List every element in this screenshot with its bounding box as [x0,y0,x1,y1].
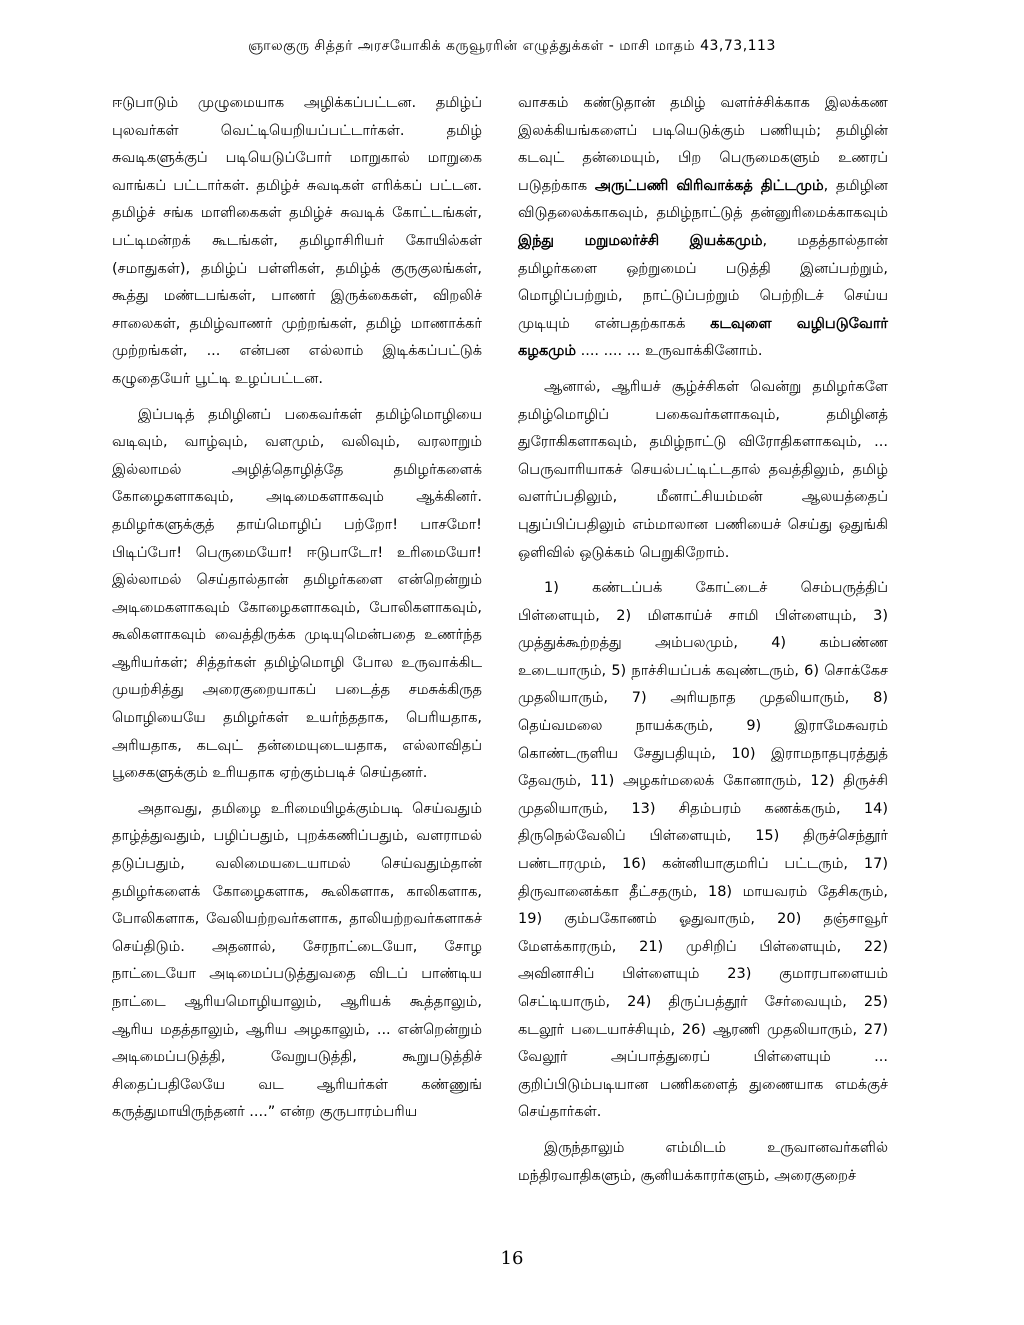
paragraph: 1) கண்டப்பக் கோட்டைச் செம்பருத்திப் பிள்ளையும், 2) மிளகாய்ச் சாமி பிள்ளையும், 3) முத்துக்கூற்றத்து அம்பலமும், 4) கம்பண்ண உடையாரும், 5) நாச்சியப்பக் கவுண்டரும், 6) சொக்கேச முதலியாரும், 7) அரியநாத முதலியாரும், 8) தெய்வமலை நாயக்கரும், 9) இராமேசுவரம் கொண்டருளிய சேதுபதியும், 10) இராமநாதபுரத்துத் தேவரும், 11) அழகர்மலைக் கோனாரும், 12) திருச்சி முதலியாரும், 13) சிதம்பரம் கணக்கரும், 14) திருநெல்வேலிப் பிள்ளையும், 15) திருச்செந்தூர் பண்டாரமும், 16) கன்னியாகுமரிப் பட்டரும், 17) திருவானைக்கா தீட்சதரும், 18) மாயவரம் தேசிகரும், 19) கும்பகோணம் ஓதுவாரும், 20) தஞ்சாவூர் மேளக்காரரும், 21) முசிறிப் பிள்ளையும், 22) அவினாசிப் பிள்ளையும் 23) குமாரபாளையம் செட்டியாரும், 24) திருப்பத்தூர் சேர்வையும், 25) கடலூர் படையாச்சியும், 26) ஆரணி முதலியாரும், 27) வேலூர் அப்பாத்துரைப் பிள்ளையும் ... குறிப்பிடும்படியான பணிகளைத் துணையாக எமக்குச் செய்தார்கள். [518,580,888,1121]
page-number: 16 [500,1248,524,1269]
paragraph: இப்படித் தமிழினப் பகைவர்கள் தமிழ்மொழியை வடிவும், வாழ்வும், வளமும், வலிவும், வரலாறும் இல்லாமல் அழித்தொழித்தே தமிழர்களைக் கோழைகளாகவும், அடிமைகளாகவும் ஆக்கினர். தமிழர்களுக்குத் தாய்மொழிப் பற்றோ! பாசமோ! பிடிப்போ! பெருமையோ! ஈடுபாடோ! உரிமையோ! இல்லாமல் செய்தால்தான் தமிழர்களை என்றென்றும் அடிமைகளாகவும் கோழைகளாகவும், போலிகளாகவும், கூலிகளாகவும் வைத்திருக்க முடியுமென்பதை உணர்ந்த ஆரியர்கள்; சித்தர்கள் தமிழ்மொழி போல உருவாக்கிட முயற்சித்து அரைகுறையாகப் படைத்த சமசுக்கிருத மொழியையே தமிழர்கள் உயர்ந்ததாக, பெரியதாக, அரியதாக, கடவுட் தன்மையுடையதாக, எல்லாவிதப் பூசைகளுக்கும் உரியதாக ஏற்கும்படிச் செய்தனர். [112,406,482,782]
paragraph: ஈடுபாடும் முழுமையாக அழிக்கப்பட்டன. தமிழ்ப் புலவர்கள் வெட்டியெறியப்பட்டார்கள். தமிழ் சுவடிகளுக்குப் படியெடுப்போர் மாறுகால் மாறுகை வாங்கப் பட்டார்கள். தமிழ்ச் சுவடிகள் எரிக்கப் பட்டன. தமிழ்ச் சங்க மாளிகைகள் தமிழ்ச் சுவடிக் கோட்டங்கள், பட்டிமன்றக் கூடங்கள், தமிழாசிரியர் கோயில்கள் (சமாதுகள்), தமிழ்ப் பள்ளிகள், தமிழ்க் குருகுலங்கள், கூத்து மண்டபங்கள், பாணர் இருக்கைகள், விறலிச் சாலைகள், தமிழ்வாணர் முற்றங்கள், தமிழ் மாணாக்கர் முற்றங்கள், ... என்பன எல்லாம் இடிக்கப்பட்டுக் கழுதையேர் பூட்டி உழப்பட்டன. [112,95,482,387]
text-run: , தமிழின விடுதலைக்காகவும், தமிழ்நாட்டுத் தன்னுரிமைக்காகவும் [518,177,888,222]
text-run: .... .... ... உருவாக்கினோம். [576,343,763,360]
bold-phrase: கடவுளை வழிபடுவோர் கழகமும் [518,315,888,360]
left-column [112,90,482,1135]
text-run: , மதத்தால்தான் தமிழர்களை ஒற்றுமைப் படுத்தி இனப்பற்றும், மொழிப்பற்றும், நாட்டுப்பற்றும் பெற்றிடச் செய்ய முடியும் என்பதற்காகக் [518,232,888,332]
paragraph: அதாவது, தமிழை உரிமையிழக்கும்படி செய்வதும் தாழ்த்துவதும், பழிப்பதும், புறக்கணிப்பதும், வளராமல் தடுப்பதும், வலிமையடையாமல் செய்வதும்தான் தமிழர்களைக் கோழைகளாக, கூலிகளாக, காலிகளாக, போலிகளாக, வேலியற்றவர்களாக, தாலியற்றவர்களாகச் செய்திடும். அதனால், சேரநாட்டையோ, சோழ நாட்டையோ அடிமைப்படுத்துவதை விடப் பாண்டிய நாட்டை ஆரியமொழியாலும், ஆரியக் கூத்தாலும், ஆரிய மதத்தாலும், ஆரிய அழகாலும், ... என்றென்றும் அடிமைப்படுத்தி, வேறுபடுத்தி, கூறுபடுத்திச் சிதைப்பதிலேயே வட ஆரியர்கள் கண்ணுங் கருத்துமாயிருந்தனர் ....” என்ற குருபாரம்பரிய [112,800,482,1121]
paragraph: இருந்தாலும் எம்மிடம் உருவானவர்களில் மந்திரவாதிகளும், சூனியக்காரர்களும், அரைகுறைச் [518,1139,888,1184]
paragraph: ஆனால், ஆரியச் சூழ்ச்சிகள் வென்று தமிழர்களே தமிழ்மொழிப் பகைவர்களாகவும், தமிழினத் துரோகிகளாகவும், தமிழ்நாட்டு விரோதிகளாகவும், ... பெருவாரியாகச் செயல்பட்டிட்டதால் தவத்திலும், தமிழ் வளர்ப்பதிலும், மீனாட்சியம்மன் ஆலயத்தைப் புதுப்பிப்பதிலும் எம்மாலான பணியைச் செய்து ஒதுங்கி ஒளிவில் ஒடுக்கம் பெறுகிறோம். [518,378,888,561]
running-header: ஞாலகுரு சித்தர் அரசயோகிக் கருவூரரின் எழுத்துக்கள் - மாசி மாதம் 43,73,113 [248,38,776,54]
bold-phrase: அருட்பணி விரிவாக்கத் திட்டமும் [594,177,824,194]
right-column [518,90,888,1198]
paragraph [518,90,888,366]
text-run: வாசகம் கண்டுதான் தமிழ் வளர்ச்சிக்காக இலக்கண இலக்கியங்களைப் படியெடுக்கும் பணியும்; தமிழின் கடவுட் தன்மையும், பிற பெருமைகளும் உணரப் படுதற்காக [518,95,888,194]
bold-phrase: இந்து மறுமலர்ச்சி இயக்கமும் [518,232,763,249]
